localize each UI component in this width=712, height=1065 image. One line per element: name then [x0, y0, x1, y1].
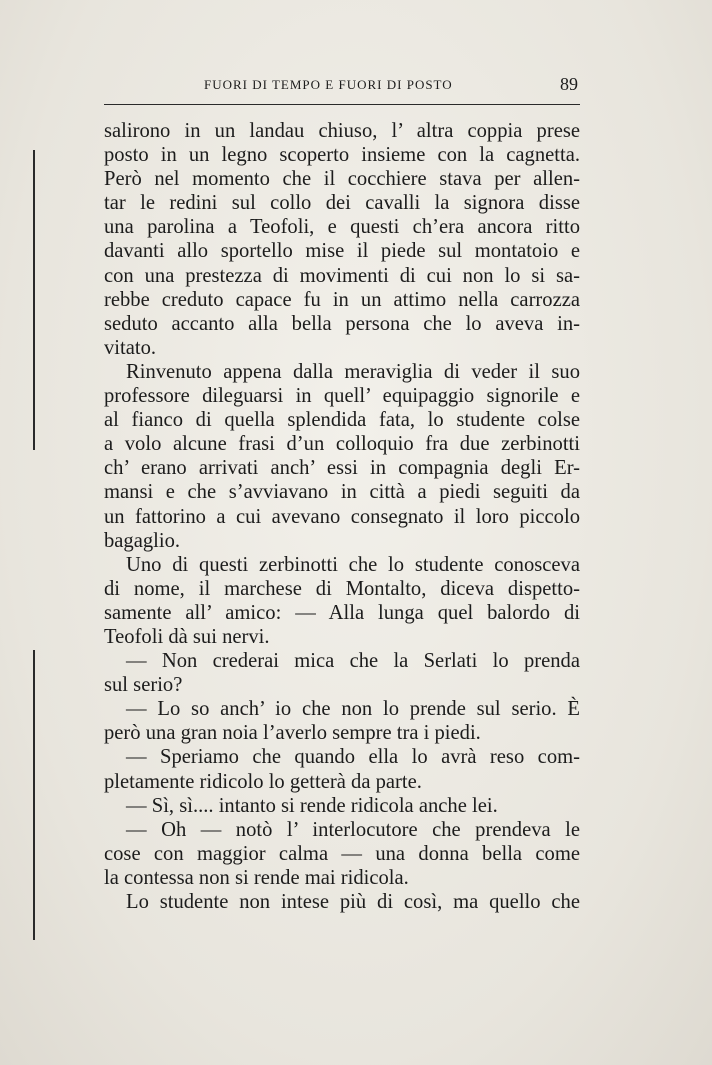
text-line: cose con maggior calma — una donna bella come: [104, 842, 580, 865]
text-line: Uno di questi zerbinotti che lo studente conosceva: [126, 553, 580, 576]
text-line: bagaglio.: [104, 529, 181, 552]
text-line: posto in un legno scoperto insieme con la cagnetta.: [104, 144, 580, 167]
left-margin-line-bottom: [33, 650, 35, 940]
text-line: — Oh — notò l’ interlocutore che prendeva le: [126, 818, 580, 841]
body-text: [104, 119, 580, 914]
text-line: — Non crederai mica che la Serlati lo prenda: [126, 650, 580, 673]
text-line: — Speriamo che quando ella lo avrà reso com-: [126, 746, 580, 769]
header-rule: [104, 104, 580, 105]
text-line: Rinvenuto appena dalla meraviglia di veder il suo: [126, 360, 580, 383]
text-line: — Sì, sì.... intanto si rende ridicola anche lei.: [126, 794, 498, 817]
text-line: davanti allo sportello mise il piede sul montatoio e: [104, 240, 580, 263]
text-line: — Lo so anch’ io che non lo prende sul serio. È: [126, 698, 580, 721]
text-line: Teofoli dà sui nervi.: [104, 625, 270, 648]
page-header: [104, 74, 580, 96]
text-line: pletamente ridicolo lo getterà da parte.: [104, 770, 422, 793]
text-line: vitato.: [104, 336, 157, 359]
text-line: di nome, il marchese di Montalto, diceva dispetto-: [104, 577, 580, 600]
text-line: salirono in un landau chiuso, l’ altra coppia prese: [104, 120, 580, 142]
text-line: un fattorino a cui avevano consegnato il loro piccolo: [104, 505, 580, 528]
text-line: una parolina a Teofoli, e questi ch’era ancora ritto: [104, 216, 580, 239]
text-line: professore dileguarsi in quell’ equipaggio signorile e: [104, 385, 580, 408]
text-line: samente all’ amico: — Alla lunga quel balordo di: [104, 601, 580, 624]
text-line: Però nel momento che il cocchiere stava per allen-: [104, 168, 580, 191]
text-line: la contessa non si rende mai ridicola.: [104, 866, 409, 889]
text-line: seduto accanto alla bella persona che lo aveva in-: [104, 312, 580, 335]
running-title: FUORI DI TEMPO E FUORI DI POSTO: [204, 77, 453, 92]
text-line: sul serio?: [104, 674, 183, 697]
text-line: tar le redini sul collo dei cavalli la signora disse: [104, 192, 580, 215]
text-line: al fianco di quella splendida fata, lo studente colse: [104, 409, 580, 432]
text-line: con una prestezza di movimenti di cui non lo si sa-: [104, 264, 580, 287]
text-line: Lo studente non intese più di così, ma quello che: [126, 891, 580, 913]
text-line: però una gran noia l’averlo sempre tra i piedi.: [104, 722, 481, 745]
text-line: rebbe creduto capace fu in un attimo nella carrozza: [104, 288, 580, 311]
left-margin-line-top: [33, 150, 35, 450]
page-number: 89: [560, 74, 578, 94]
text-line: ch’ erano arrivati anch’ essi in compagnia degli Er-: [104, 457, 580, 480]
text-line: mansi e che s’avviavano in città a piedi seguiti da: [104, 481, 580, 504]
text-line: a volo alcune frasi d’un colloquio fra due zerbinotti: [104, 433, 580, 456]
